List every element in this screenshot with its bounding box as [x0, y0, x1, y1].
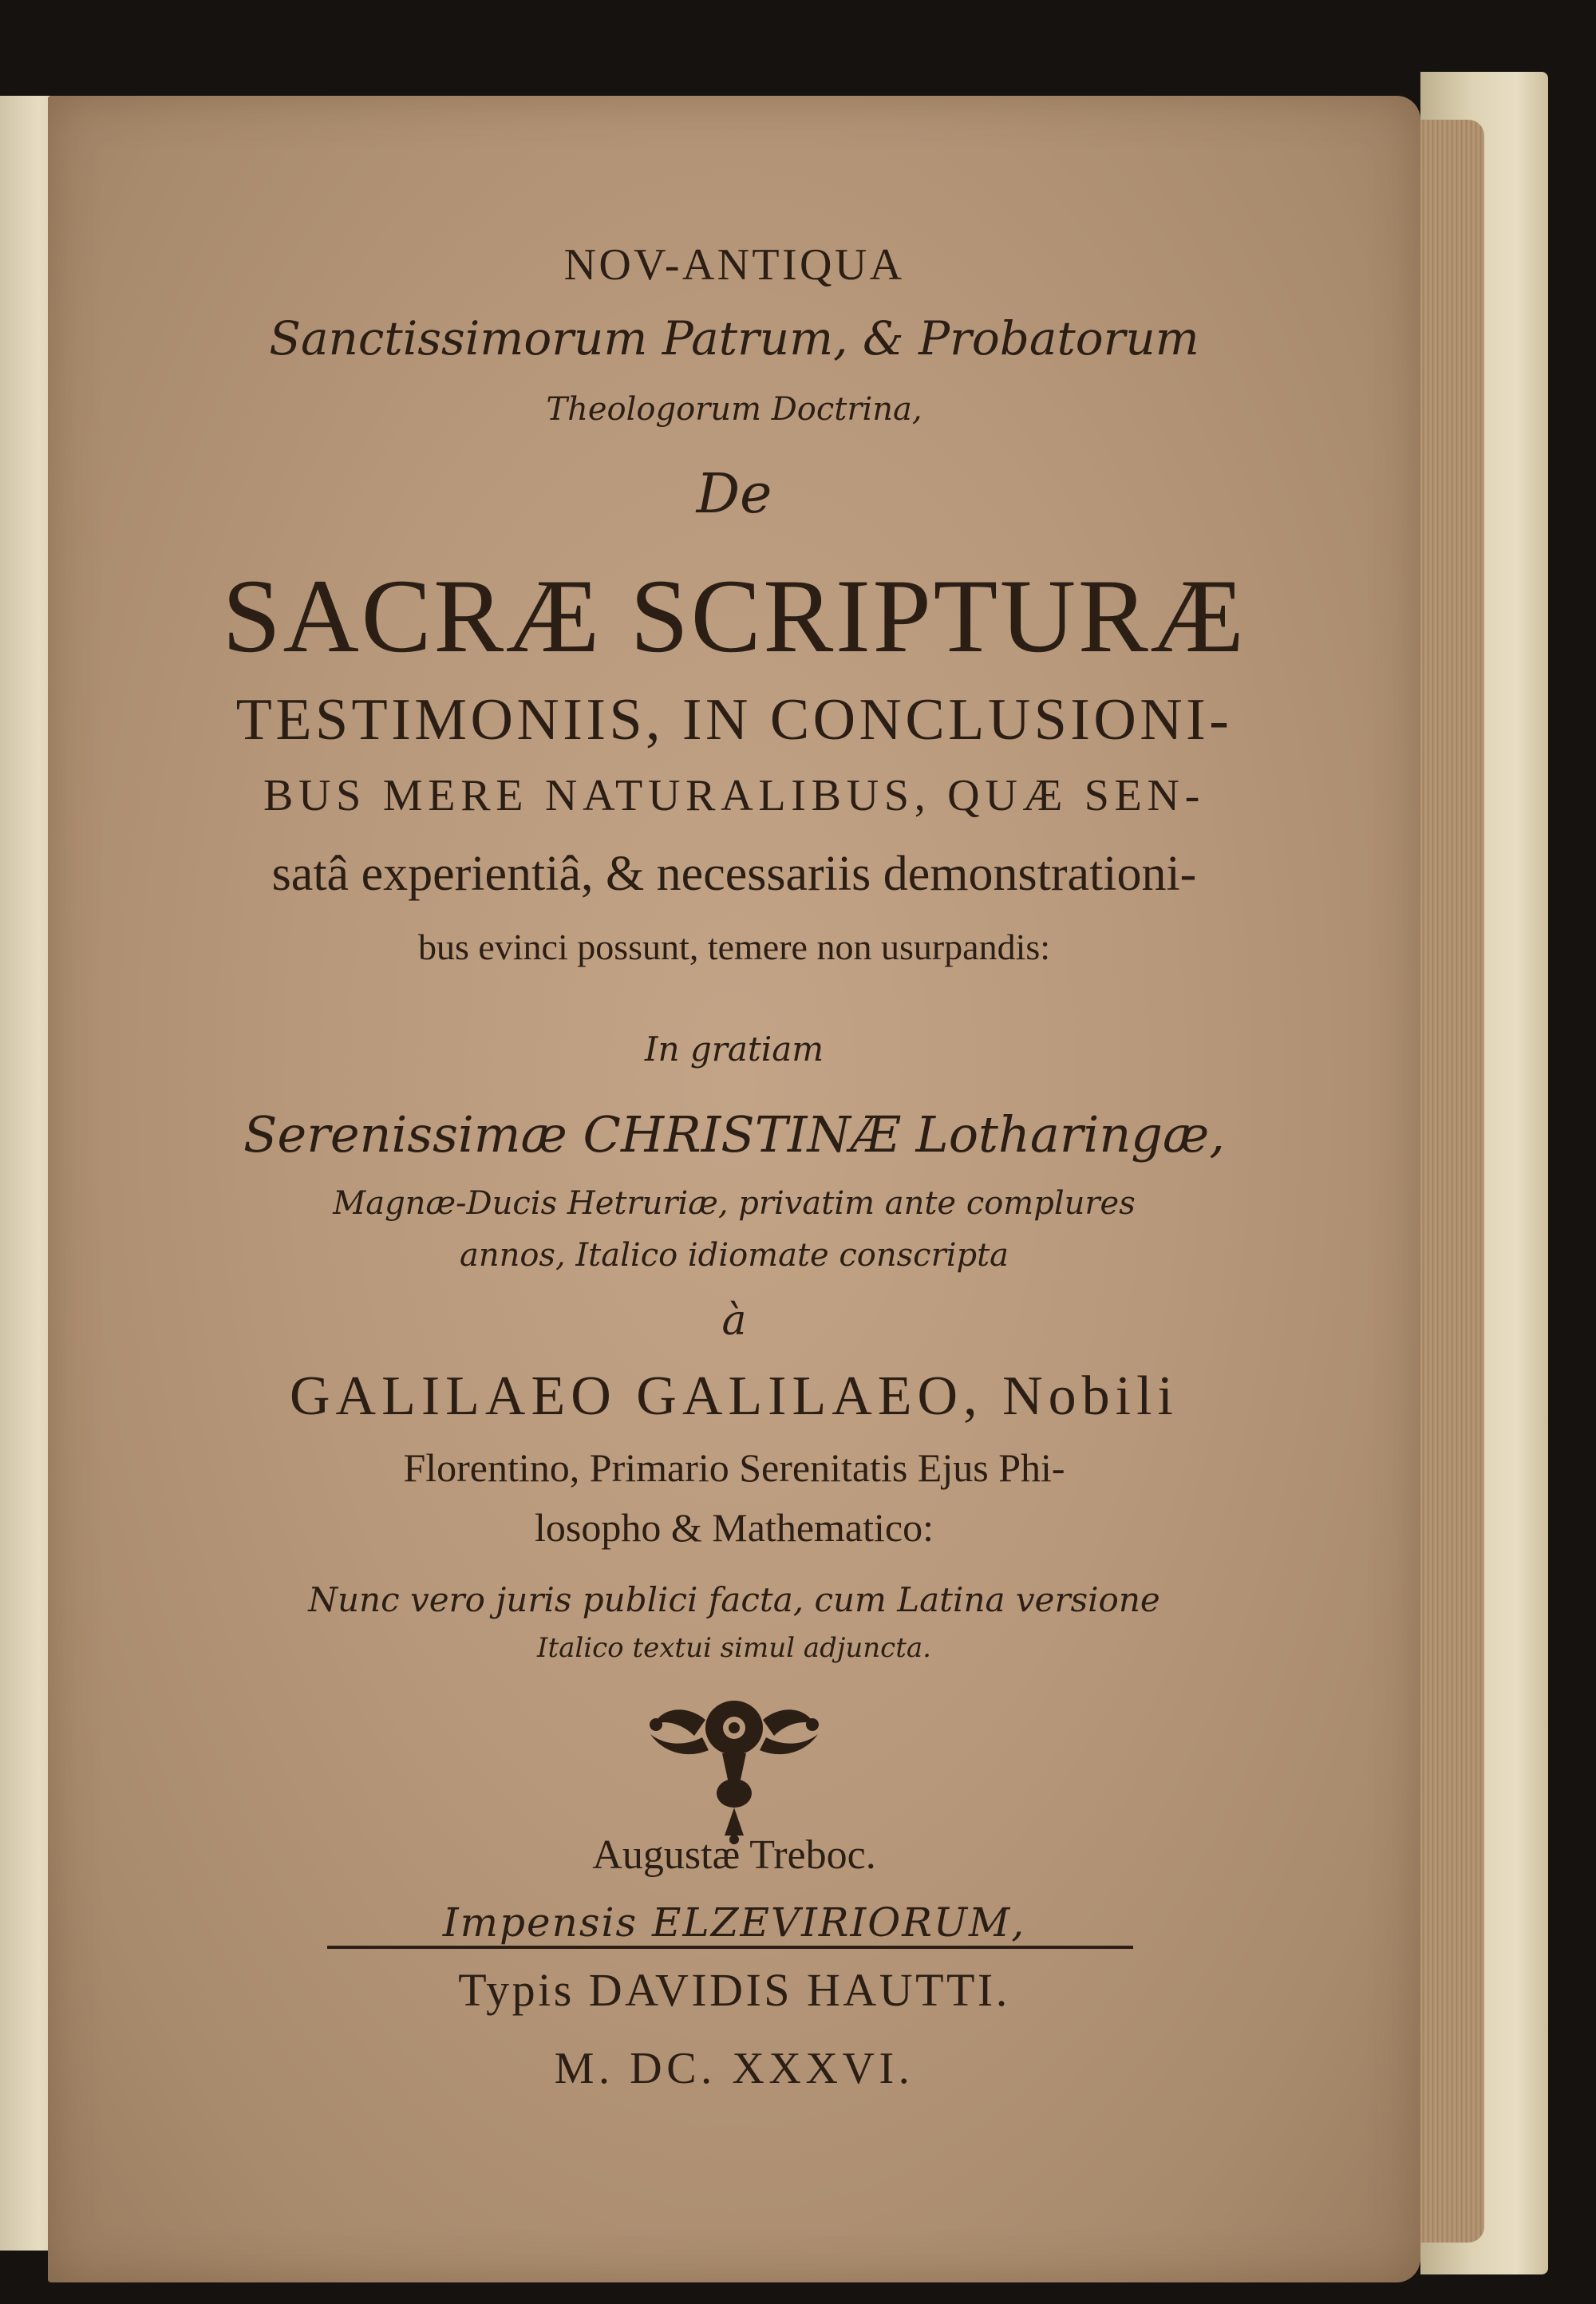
imprint-printer: Typis DAVIDIS HAUTTI.: [458, 1964, 1010, 2016]
author-galilaeo: GALILAEO GALILAEO, Nobili: [290, 1365, 1179, 1427]
dedication-christinae: Serenissimæ CHRISTINÆ Lotharingæ,: [243, 1105, 1225, 1164]
subtitle-line-1: Sanctissimorum Patrum, & Probatorum: [269, 311, 1199, 366]
note-line-2: Italico textui simul adjuncta.: [537, 1632, 931, 1664]
imprint-rule: [327, 1946, 1133, 1949]
note-line-1: Nunc vero juris publici facta, cum Latina versione: [308, 1580, 1160, 1619]
dedication-line-2: Magnæ-Ducis Hetruriæ, privatim ante complures: [333, 1185, 1136, 1222]
title-line-testimoniis: TESTIMONIIS, IN CONCLUSIONI-: [235, 687, 1233, 753]
de-word: De: [696, 463, 772, 526]
title-line-experientia: satâ experientiâ, & necessariis demonstrationi-: [271, 847, 1197, 901]
title-line-naturalibus: BUS MERE NATURALIBUS, QUÆ SEN-: [263, 771, 1206, 820]
in-gratiam: In gratiam: [644, 1029, 824, 1069]
imprint-place: Augustæ Treboc.: [592, 1832, 876, 1878]
author-line-2: Florentino, Primario Serenitatis Ejus Phi-: [403, 1445, 1065, 1490]
imprint-date: M. DC. XXXVI.: [554, 2044, 915, 2093]
title-page-text: [48, 96, 1420, 2282]
author-line-3: losopho & Mathematico:: [535, 1505, 934, 1550]
subtitle-line-2: Theologorum Doctrina,: [546, 391, 922, 428]
imprint-publisher: Impensis ELZEVIRIORUM,: [442, 1899, 1026, 1946]
title-line-evinci: bus evinci possunt, temere non usurpandis:: [417, 927, 1051, 967]
header-nov-antiqua: NOV-ANTIQUA: [563, 240, 905, 290]
a-word: à: [721, 1297, 747, 1345]
dedication-line-3: annos, Italico idiomate conscripta: [459, 1237, 1009, 1274]
main-title-sacrae-scripturae: SACRÆ SCRIPTURÆ: [222, 557, 1246, 674]
